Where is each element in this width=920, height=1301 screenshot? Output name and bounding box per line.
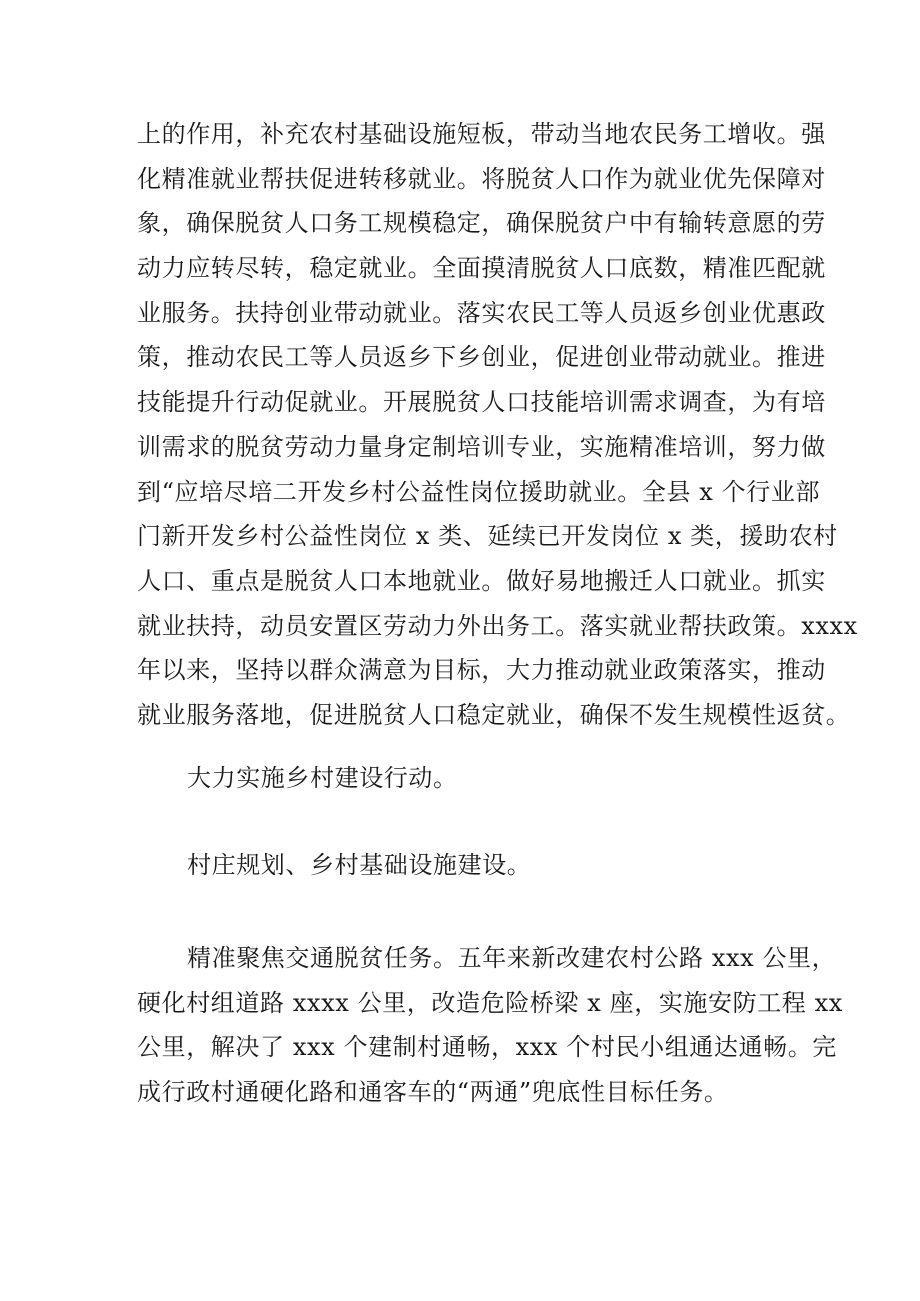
text-line: 公里，解决了 xxx 个建制村通畅，xxx 个村民小组通达通畅。完: [137, 1033, 837, 1062]
text-line: 就业扶持，动员安置区劳动力外出务工。落实就业帮扶政策。xxxx: [137, 611, 858, 640]
text-line: 象，确保脱贫人口务工规模稳定，确保脱贫户中有输转意愿的劳: [137, 209, 826, 238]
paragraph-transport: [137, 936, 843, 1115]
paragraph-body: [137, 936, 843, 1115]
text-line: 硬化村组道路 xxxx 公里，改造危险桥梁 x 座，实施安防工程 xx: [137, 988, 843, 1017]
section-heading-rural-construction: 大力实施乡村建设行动。: [187, 764, 458, 792]
text-line: 精准聚焦交通脱贫任务。五年来新改建农村公路 xxx 公里，: [187, 944, 837, 972]
paragraph-body: [137, 112, 858, 738]
text-line: 化精准就业帮扶促进转移就业。将脱贫人口作为就业优先保障对: [137, 164, 826, 193]
text-line: 上的作用，补充农村基础设施短板，带动当地农民务工增收。强: [137, 120, 826, 148]
text-line: 门新开发乡村公益性岗位 x 类、延续已开发岗位 x 类，援助农村: [137, 522, 838, 551]
text-line: 技能提升行动促就业。开展脱贫人口技能培训需求调查，为有培: [137, 388, 826, 417]
section-heading-village-planning: 村庄规划、乡村基础设施建设。: [187, 851, 532, 879]
text-line: 策，推动农民工等人员返乡下乡创业，促进创业带动就业。推进: [137, 343, 826, 372]
text-line: 业服务。扶持创业带动就业。落实农民工等人员返乡创业优惠政: [137, 298, 826, 327]
text-line: 人口、重点是脱贫人口本地就业。做好易地搬迁人口就业。抓实: [137, 566, 826, 595]
text-line: 年以来，坚持以群众满意为目标，大力推动就业政策落实，推动: [137, 656, 826, 685]
text-line: 就业服务落地，促进脱贫人口稳定就业，确保不发生规模性返贫。: [137, 700, 851, 729]
paragraph-employment: [137, 112, 858, 738]
text-line: 到“应培尽培二开发乡村公益性岗位援助就业。全县 x 个行业部: [137, 477, 821, 506]
text-line: 动力应转尽转，稳定就业。全面摸清脱贫人口底数，精准匹配就: [137, 254, 826, 283]
text-line: 训需求的脱贫劳动力量身定制培训专业，实施精准培训，努力做: [137, 432, 826, 461]
text-line: 成行政村通硬化路和通客车的“两通”兜底性目标任务。: [137, 1078, 729, 1107]
